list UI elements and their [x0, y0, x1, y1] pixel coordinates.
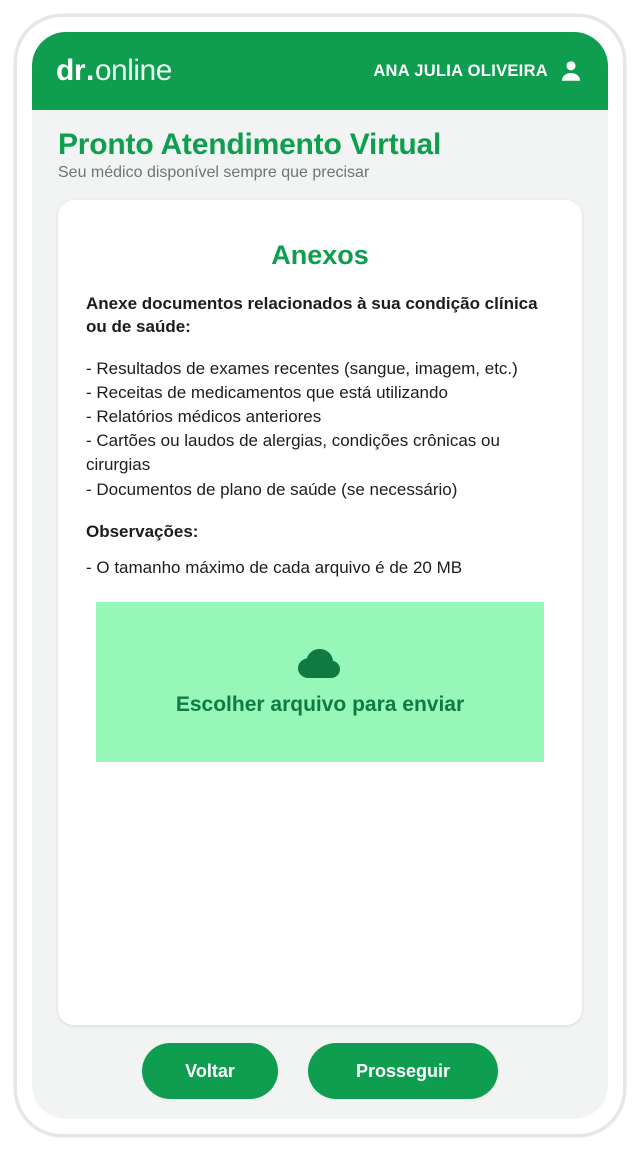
list-item: - Documentos de plano de saúde (se necessário)	[86, 479, 458, 499]
brand-logo-dot: .	[86, 54, 94, 87]
back-button[interactable]: Voltar	[142, 1043, 278, 1099]
top-bar	[32, 32, 608, 110]
list-item: - Receitas de medicamentos que está utilizando	[86, 383, 448, 402]
user-account[interactable]	[373, 58, 584, 84]
requirements-list	[86, 357, 554, 502]
continue-button[interactable]: Prosseguir	[308, 1043, 498, 1099]
list-item: - Resultados de exames recentes (sangue, imagem, etc.)	[86, 358, 518, 378]
brand-logo-dr: dr	[56, 54, 85, 87]
brand-logo-online: online	[94, 54, 172, 87]
page-heading	[32, 110, 608, 182]
user-name-label: ANA JULIA OLIVEIRA	[373, 61, 548, 80]
list-item: - Cartões ou laudos de alergias, condições crônicas ou cirurgias	[86, 431, 500, 475]
file-upload-dropzone[interactable]	[96, 602, 544, 762]
cloud-upload-icon	[296, 647, 344, 681]
list-item: - Relatórios médicos anteriores	[86, 407, 322, 427]
brand-logo[interactable]	[56, 54, 172, 88]
card-lead-text: Anexe documentos relacionados à sua condição clínica ou de saúde:	[86, 294, 538, 336]
page-title: Pronto Atendimento Virtual	[58, 128, 442, 161]
app-screen	[32, 32, 608, 1119]
upload-button-label: Escolher arquivo para enviar	[175, 692, 465, 716]
footer-actions	[32, 1025, 608, 1119]
observations-text: - O tamanho máximo de cada arquivo é de 20 MB	[86, 557, 463, 577]
attachments-card	[58, 200, 582, 1025]
phone-frame	[14, 14, 626, 1137]
observations-title: Observações:	[86, 521, 199, 541]
card-title: Anexos	[271, 240, 369, 270]
user-icon[interactable]	[558, 58, 584, 84]
page-subtitle: Seu médico disponível sempre que precisar	[58, 164, 370, 181]
